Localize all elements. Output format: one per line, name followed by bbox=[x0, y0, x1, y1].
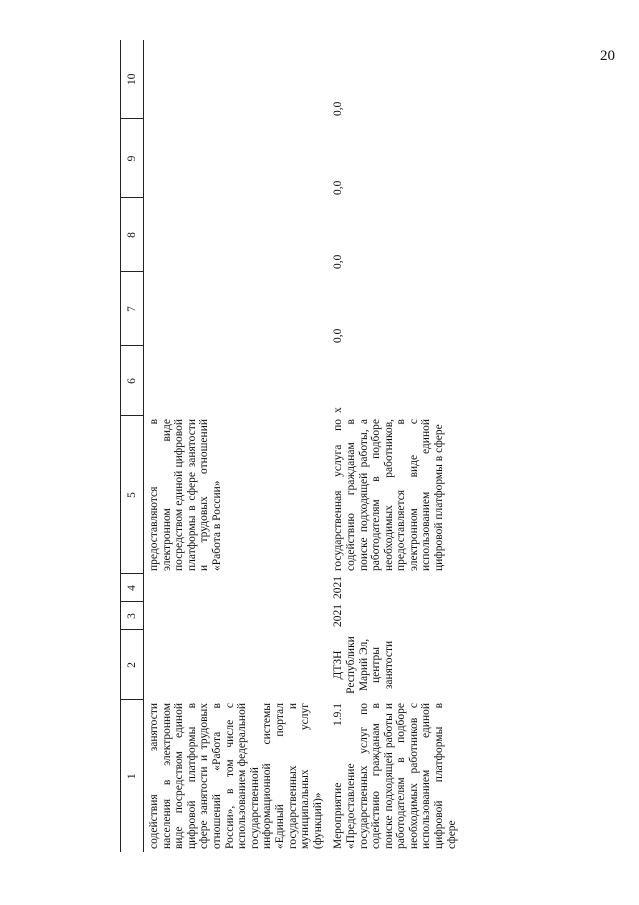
cell-indicator bbox=[144, 346, 329, 416]
cell-end-year bbox=[144, 574, 329, 602]
measure-title: Мероприятие bbox=[332, 782, 345, 849]
table-row bbox=[328, 40, 462, 852]
program-table bbox=[120, 40, 462, 852]
col-header: 10 bbox=[121, 40, 144, 119]
cell-value: 0,0 bbox=[332, 180, 345, 195]
col-header: 9 bbox=[121, 119, 144, 198]
cell-value: 0,0 bbox=[332, 328, 345, 343]
col-header: 8 bbox=[121, 198, 144, 272]
cell-value bbox=[144, 198, 329, 272]
cell-value: 0,0 bbox=[332, 101, 345, 116]
col-header: 1 bbox=[121, 700, 144, 852]
cell-end-year: 2021 bbox=[332, 576, 345, 599]
cell-responsible: ДТЗН Республики Марий Эл, центры занятости bbox=[332, 636, 395, 694]
measure-text: «Предоставление государственных услуг по содействию гражданам в поиске подходящей работы и работодателям в подборе необходимых работников с использованием единой цифровой платформы в сфере bbox=[344, 703, 458, 849]
cell-value bbox=[144, 40, 329, 119]
cell-result: предоставляются в электронном виде посредством единой цифровой платформы в сфере занятости и трудовых отношений «Работа в России» bbox=[148, 419, 223, 571]
cell-result: государственная услуга по содействию гражданам в поиске подходящей работы, а работодателям в подборе необходимых работников, предоставляется в электронном виде с использованием единой цифровой платформы в сфере bbox=[332, 419, 446, 571]
col-header: 4 bbox=[121, 574, 144, 602]
cell-start-year: 2021 bbox=[332, 604, 345, 627]
cell-indicator: x bbox=[332, 407, 345, 413]
header-row bbox=[121, 40, 144, 852]
col-header: 2 bbox=[121, 630, 144, 700]
cell-start-year bbox=[144, 602, 329, 630]
cell-value bbox=[144, 272, 329, 346]
cell-responsible bbox=[144, 630, 329, 700]
cell-description: содействия занятости населения в электронном виде посредством единой цифровой платформы в сфере занятости и трудовых отношений «Работа в России», в том числе с использованием федеральной государственной информационной системы «Единый портал государственных и муниципальных услуг (функций)» bbox=[148, 703, 324, 849]
col-header: 6 bbox=[121, 346, 144, 416]
measure-heading bbox=[332, 703, 345, 849]
col-header: 7 bbox=[121, 272, 144, 346]
cell-value: 0,0 bbox=[332, 254, 345, 269]
page-number: 20 bbox=[600, 48, 615, 64]
cell-description bbox=[328, 700, 462, 852]
rotated-table-container bbox=[120, 40, 550, 852]
col-header: 3 bbox=[121, 602, 144, 630]
cell-value bbox=[144, 119, 329, 198]
col-header: 5 bbox=[121, 416, 144, 574]
measure-number: 1.9.1 bbox=[332, 703, 345, 726]
table-row bbox=[144, 40, 329, 852]
